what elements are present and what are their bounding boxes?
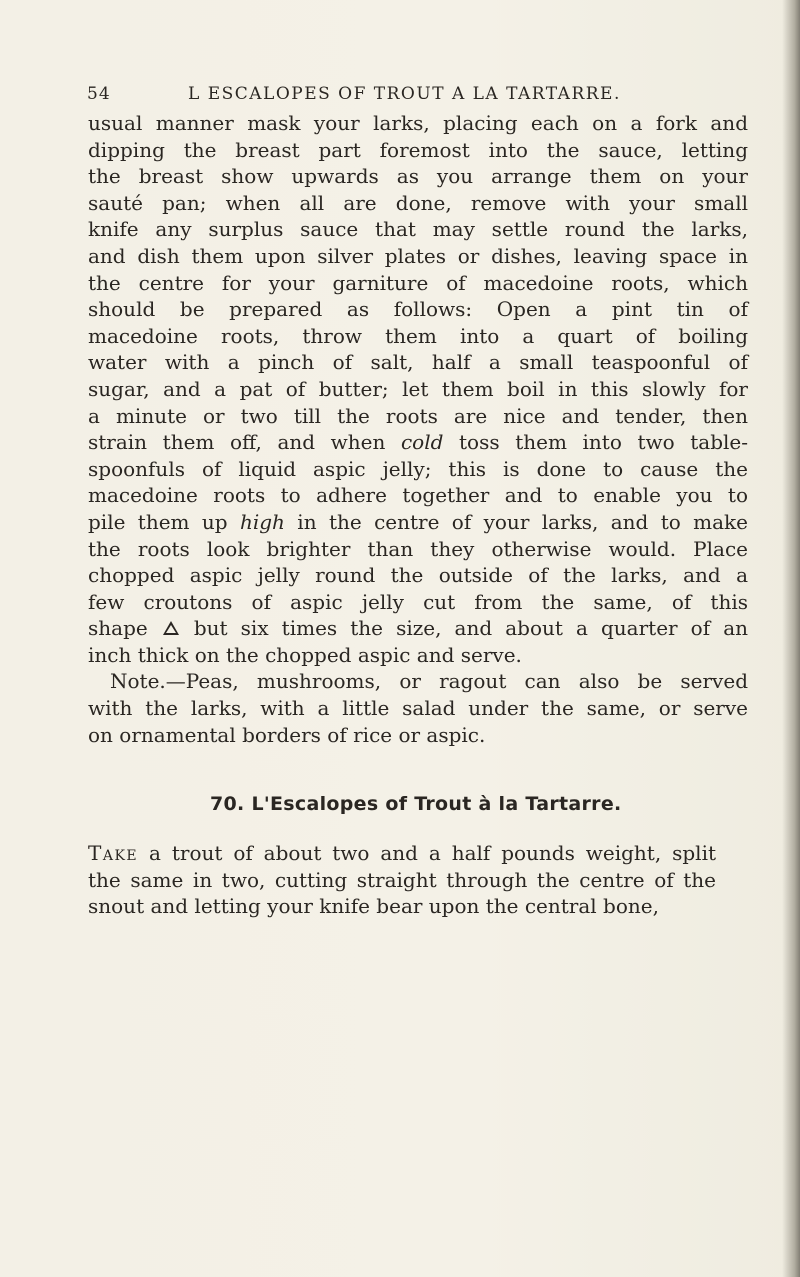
text-line [88, 840, 716, 867]
recipe-number: 70. [210, 793, 245, 815]
recipe-body [88, 840, 716, 920]
text-fragment: but six times the size, and about a quarter of an [193, 616, 748, 641]
text-line: and dish them upon silver plates or dishes, leaving space in [88, 243, 748, 268]
text-line: should be prepared as follows: Open a pint tin of [88, 297, 748, 322]
emphasis-cold: cold [400, 430, 444, 455]
text-line: macedoine roots to adhere together and to enable you to [88, 483, 748, 508]
text-fragment: a trout of about two and a half pounds weight, split [149, 841, 717, 865]
body-text [88, 110, 748, 748]
text-line: the same in two, cutting straight through the centre of the [88, 867, 716, 892]
recipe-title: L'Escalopes of Trout à la Tartarre. [251, 793, 622, 815]
text-line: the roots look brighter than they otherwise would. Place [88, 536, 748, 561]
text-line: a minute or two till the roots are nice and tender, then [88, 403, 748, 428]
text-fragment: pile them up [88, 509, 228, 534]
text-fragment: in the centre of your larks, and to make [297, 509, 748, 534]
text-line: sugar, and a pat of butter; let them boil in this slowly for [88, 376, 748, 401]
text-line: macedoine roots, throw them into a quart of boiling [88, 323, 748, 348]
text-line: spoonfuls of liquid aspic jelly; this is done to cause the [88, 456, 748, 481]
text-line: the centre for your garniture of macedoine roots, which [88, 270, 748, 295]
text-line: the breast show upwards as you arrange them on your [88, 164, 748, 189]
running-title: L ESCALOPES OF TROUT A LA TARTARRE. [188, 84, 621, 104]
recipe-heading [210, 793, 650, 815]
text-line [88, 509, 748, 536]
page-number: 54 [87, 84, 111, 104]
page-edge-shadow [782, 0, 800, 1277]
text-fragment: shape [88, 616, 148, 641]
text-line [88, 615, 748, 642]
text-line: usual manner mask your larks, placing each on a fork and [88, 111, 748, 135]
text-line: water with a pinch of salt, half a small teaspoonful of [88, 350, 748, 375]
text-line: chopped aspic jelly round the outside of the larks, and a [88, 563, 748, 588]
text-line: snout and letting your knife bear upon the central bone, [88, 894, 659, 919]
note-line: Note.—Peas, mushrooms, or ragout can also be served [110, 669, 748, 694]
text-line: few croutons of aspic jelly cut from the same, of this [88, 589, 748, 614]
emphasis-high: high [239, 509, 285, 534]
text-line: inch thick on the chopped aspic and serve. [88, 642, 522, 667]
running-head [87, 84, 647, 108]
opening-word: Take [88, 841, 139, 865]
text-line: knife any surplus sauce that may settle round the larks, [88, 217, 748, 242]
triangle-shape-icon [163, 621, 179, 635]
text-line: with the larks, with a little salad under the same, or serve [88, 696, 748, 721]
text-line: on ornamental borders of rice or aspic. [88, 722, 486, 747]
text-line: dipping the breast part foremost into the sauce, letting [88, 137, 748, 162]
text-fragment: toss them into two table- [459, 430, 749, 455]
text-line: sauté pan; when all are done, remove with your small [88, 190, 748, 215]
text-fragment: strain them off, and when [88, 430, 386, 455]
text-line [88, 429, 748, 456]
